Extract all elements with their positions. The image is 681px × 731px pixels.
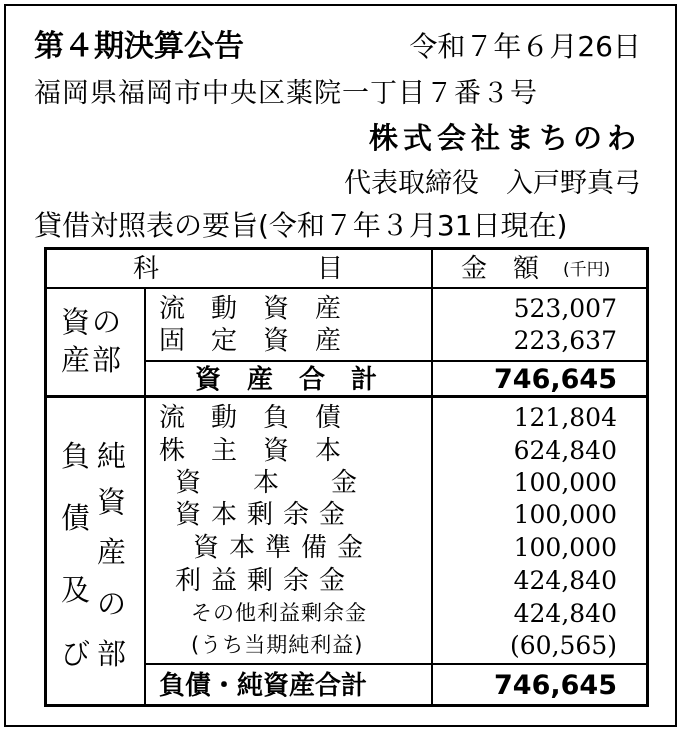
liab-label-c1-3: び bbox=[61, 637, 91, 671]
liab-label-c1-1: 債 bbox=[61, 501, 91, 535]
liab-total-amount: 746,645 bbox=[494, 670, 617, 701]
liab-row-current-item: 流 動 負 債 bbox=[159, 403, 342, 433]
assets-label-line2: 産部 bbox=[61, 343, 124, 377]
company-name: 株式会社まちのわ bbox=[368, 121, 641, 155]
asset-row-fixed-amount: 223,637 bbox=[513, 326, 617, 355]
header-item-2: 目 bbox=[317, 254, 344, 284]
liab-label-c1-0: 負 bbox=[61, 439, 91, 473]
header-item-1: 科 bbox=[133, 254, 160, 284]
liab-row-net-income-item: (うち当期純利益) bbox=[191, 633, 364, 657]
liab-row-retained-earnings-amount: 424,840 bbox=[513, 566, 617, 595]
liab-row-shareholders-amount: 624,840 bbox=[513, 436, 617, 465]
liab-row-capital-surplus-amount: 100,000 bbox=[513, 500, 617, 529]
asset-row-current-amount: 523,007 bbox=[513, 294, 617, 323]
company-address: 福岡県福岡市中央区薬院一丁目７番３号 bbox=[34, 78, 538, 109]
liab-label-c2-3: の bbox=[97, 587, 127, 621]
representative: 代表取締役 入戸野真弓 bbox=[344, 168, 641, 199]
announcement-date: 令和７年６月26日 bbox=[409, 30, 641, 63]
header-unit: (千円) bbox=[563, 260, 611, 280]
liab-row-capital-item: 資 本 金 bbox=[175, 468, 358, 498]
liab-row-net-income-amount: (60,565) bbox=[510, 631, 617, 660]
header-amount: 金 額 bbox=[461, 254, 540, 284]
liab-label-c2-0: 純 bbox=[97, 439, 127, 473]
label-divider bbox=[144, 287, 146, 704]
liab-row-current-amount: 121,804 bbox=[513, 403, 617, 432]
assets-subtotal-rule bbox=[144, 360, 646, 362]
asset-row-fixed-item: 固 定 資 産 bbox=[159, 326, 342, 356]
liab-row-capital-surplus-item: 資本剰余金 bbox=[175, 500, 356, 530]
liab-row-capital-reserve-item: 資本準備金 bbox=[193, 533, 374, 563]
liab-row-shareholders-item: 株 主 資 本 bbox=[159, 436, 342, 466]
header-divider bbox=[47, 287, 646, 289]
assets-total-amount: 746,645 bbox=[494, 364, 617, 395]
balance-sheet-table bbox=[44, 247, 649, 707]
asset-row-current-item: 流 動 資 産 bbox=[159, 294, 342, 324]
liab-total-item: 負債・純資産合計 bbox=[159, 671, 368, 701]
assets-label-line1: 資の bbox=[61, 305, 124, 339]
liab-row-capital-amount: 100,000 bbox=[513, 468, 617, 497]
liab-row-retained-earnings-item: 利益剰余金 bbox=[175, 566, 356, 596]
liab-label-c2-2: 産 bbox=[97, 535, 127, 569]
assets-total-item: 資 産 合 計 bbox=[195, 365, 378, 395]
liab-label-c2-1: 資 bbox=[97, 485, 127, 519]
liab-label-c2-4: 部 bbox=[97, 637, 127, 671]
announcement-title: 第４期決算公告 bbox=[34, 29, 244, 64]
amount-divider bbox=[431, 250, 433, 704]
liab-label-c1-2: 及 bbox=[61, 573, 91, 607]
section-divider bbox=[47, 395, 646, 398]
liab-row-other-retained-amount: 424,840 bbox=[513, 599, 617, 628]
liab-row-other-retained-item: その他利益剰余金 bbox=[191, 601, 367, 625]
liab-total-rule bbox=[144, 663, 646, 665]
liab-row-capital-reserve-amount: 100,000 bbox=[513, 533, 617, 562]
balance-sheet-title: 貸借対照表の要旨(令和７年３月31日現在) bbox=[34, 209, 568, 242]
